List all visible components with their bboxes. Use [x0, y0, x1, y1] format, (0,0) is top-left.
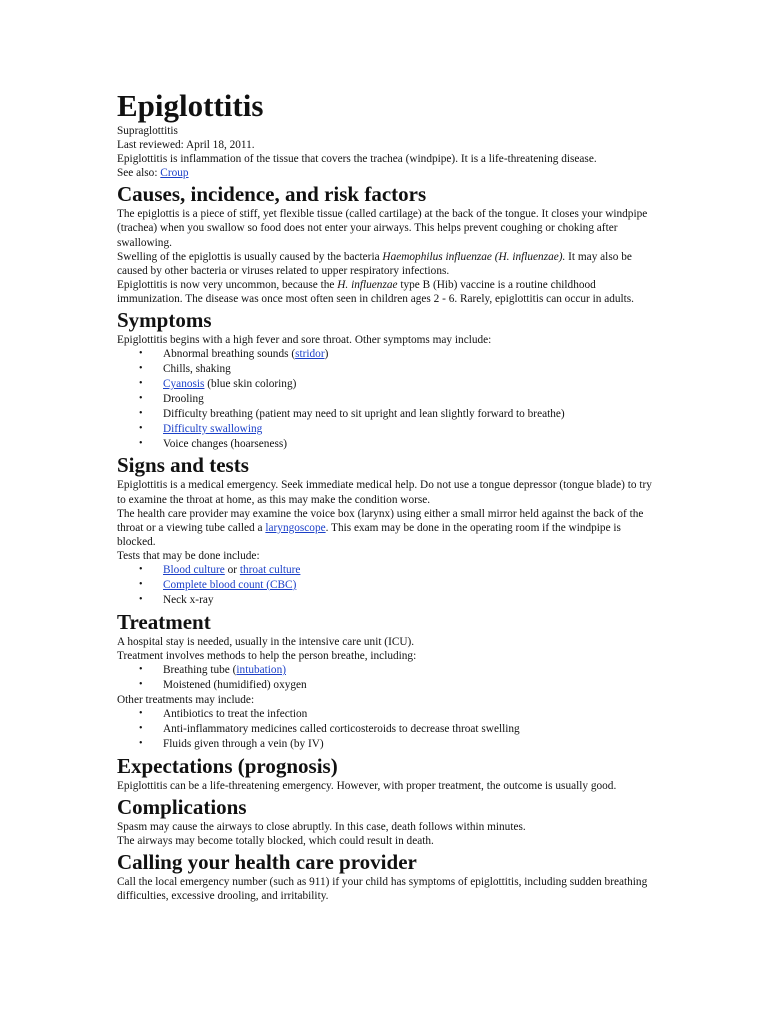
- stridor-link[interactable]: stridor: [295, 348, 325, 361]
- section-heading-complications: Complications: [117, 794, 247, 819]
- text: Epiglottitis is now very uncommon, because the: [117, 278, 338, 291]
- intubation-link[interactable]: intubation): [236, 663, 286, 676]
- list-item: [117, 663, 657, 678]
- breathing-support-list: [117, 663, 657, 693]
- throat-culture-link[interactable]: throat culture: [239, 564, 301, 577]
- list-item: • Anti-inflammatory medicines called corticosteroids to decrease throat swelling: [117, 722, 657, 737]
- list-item: • Neck x-ray: [117, 593, 657, 608]
- list-item: [117, 578, 657, 593]
- text: type B (Hib) vaccine is a routine childhood immunization. The disease was once most often seen in children ages 2 - 6. Rarely, epiglottitis can occur in adults.: [117, 278, 635, 305]
- list-item: • Moistened (humidified) oxygen: [117, 678, 657, 693]
- text: or: [224, 564, 240, 577]
- bacteria-name: H. influenzae: [337, 278, 398, 291]
- section-heading-causes: Causes, incidence, and risk factors: [117, 182, 427, 207]
- other-treatments-list: [117, 707, 657, 752]
- text: (blue skin coloring): [204, 377, 297, 390]
- list-item: [117, 422, 657, 437]
- signs-paragraph: [117, 507, 657, 549]
- list-item: [117, 347, 657, 362]
- text: Abnormal breathing sounds (: [163, 348, 296, 361]
- symptoms-list: [117, 347, 657, 451]
- alt-name: Supraglottitis: [117, 125, 178, 137]
- see-also: [117, 166, 657, 180]
- section-heading-signs: Signs and tests: [117, 453, 249, 478]
- list-item: • Voice changes (hoarseness): [117, 437, 657, 452]
- laryngoscope-link[interactable]: laryngoscope: [265, 521, 326, 534]
- difficulty-swallowing-link[interactable]: Difficulty swallowing: [163, 422, 263, 435]
- list-item: [117, 377, 657, 392]
- treatment-paragraph: Treatment involves methods to help the person breathe, including:: [117, 649, 417, 662]
- complications-paragraph: The airways may become totally blocked, which could result in death.: [117, 834, 434, 847]
- page-title: Epiglottitis: [117, 88, 264, 123]
- cbc-link[interactable]: Complete blood count (CBC): [163, 578, 297, 591]
- prognosis-paragraph: Epiglottitis can be a life-threatening emergency. However, with proper treatment, the outcome is usually good.: [117, 779, 617, 792]
- text: . This exam may be done in the operating room if the windpipe is blocked.: [117, 521, 621, 548]
- list-item: • Antibiotics to treat the infection: [117, 707, 657, 722]
- symptoms-intro: Epiglottitis begins with a high fever and sore throat. Other symptoms may include:: [117, 334, 492, 347]
- complications-paragraph: Spasm may cause the airways to close abruptly. In this case, death follows within minutes.: [117, 820, 526, 833]
- list-item: • Fluids given through a vein (by IV): [117, 737, 657, 752]
- text: Breathing tube (: [163, 663, 237, 676]
- croup-link[interactable]: Croup: [160, 167, 189, 180]
- section-heading-calling: Calling your health care provider: [117, 849, 417, 874]
- causes-paragraph: The epiglottis is a piece of stiff, yet flexible tissue (called cartilage) at the back of the tongue. It closes your windpipe (trachea) when you swallow so food does not enter your airways. This helps prevent coughing or choking after swallowing.: [117, 208, 648, 249]
- treatment-paragraph: A hospital stay is needed, usually in the intensive care unit (ICU).: [117, 635, 415, 648]
- list-item: • Difficulty breathing (patient may need to sit upright and lean slightly forward to breathe): [117, 407, 657, 422]
- list-item: • Drooling: [117, 392, 657, 407]
- section-heading-symptoms: Symptoms: [117, 308, 212, 333]
- see-also-label: See also:: [117, 167, 161, 180]
- last-reviewed: Last reviewed: April 18, 2011.: [117, 139, 255, 152]
- causes-paragraph: [117, 250, 657, 278]
- section-heading-prognosis: Expectations (prognosis): [117, 753, 338, 778]
- cyanosis-link[interactable]: Cyanosis: [163, 377, 205, 390]
- list-item: [117, 563, 657, 578]
- text: The health care provider may examine the voice box (larynx) using either a small mirror held against the back of the throat or a viewing tube called a: [117, 507, 644, 534]
- bacteria-name: Haemophilus influenzae (H. influenzae).: [382, 250, 566, 263]
- definition: Epiglottitis is inflammation of the tissue that covers the trachea (windpipe). It is a life-threatening disease.: [117, 153, 597, 166]
- signs-paragraph: Epiglottitis is a medical emergency. Seek immediate medical help. Do not use a tongue depressor (tongue blade) to try to examine the throat at home, as this may make the condition worse.: [117, 479, 652, 506]
- tests-list: [117, 563, 657, 608]
- document: [117, 88, 657, 903]
- treatment-paragraph: Other treatments may include:: [117, 693, 255, 706]
- section-heading-treatment: Treatment: [117, 609, 211, 634]
- text: It may also be caused by other bacteria or viruses related to upper respiratory infections.: [117, 250, 632, 277]
- list-item: • Chills, shaking: [117, 362, 657, 377]
- causes-paragraph: [117, 278, 657, 306]
- blood-culture-link[interactable]: Blood culture: [163, 564, 225, 577]
- text: Swelling of the epiglottis is usually caused by the bacteria: [117, 250, 383, 263]
- signs-paragraph: Tests that may be done include:: [117, 549, 260, 562]
- text: ): [324, 348, 329, 361]
- calling-paragraph: Call the local emergency number (such as 911) if your child has symptoms of epiglottitis, including sudden breathing difficulties, excessive drooling, and irritability.: [117, 875, 648, 902]
